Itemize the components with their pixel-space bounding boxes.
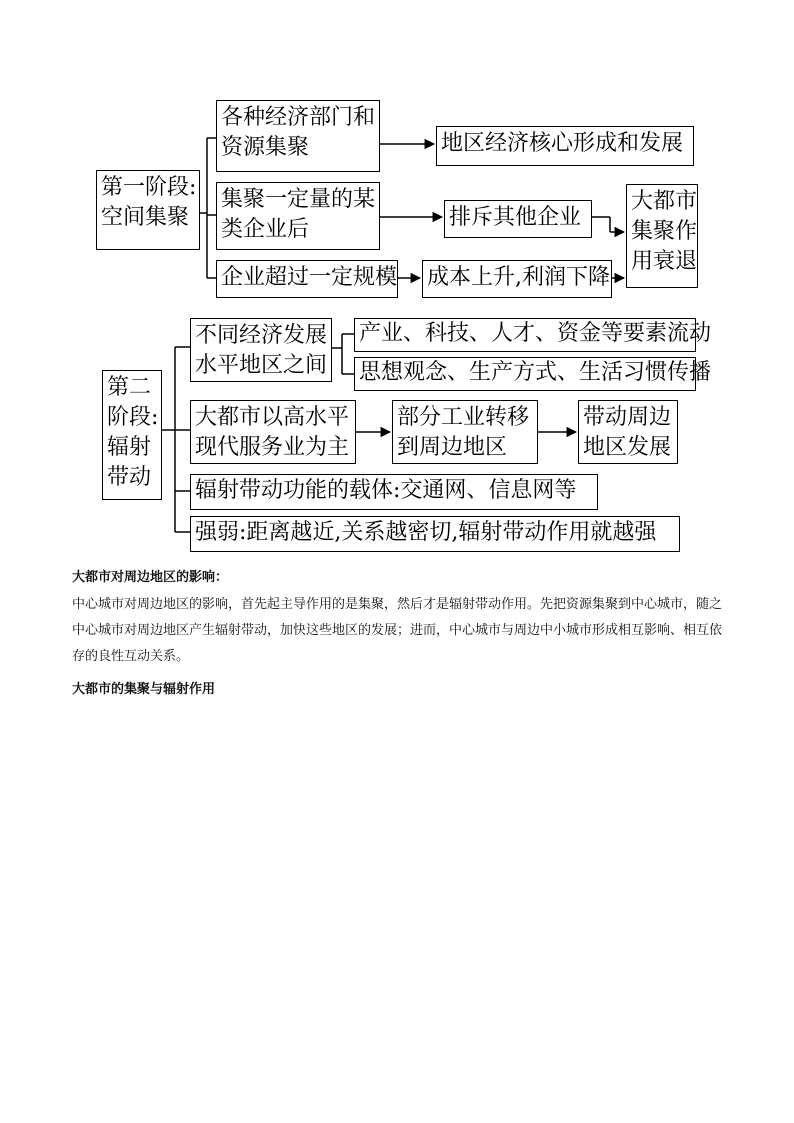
s2a-line2: 水平地区之间	[195, 353, 328, 378]
stage2-line3: 辐射	[107, 435, 152, 460]
s1b-box	[216, 182, 380, 250]
stage1-line1: 第一阶段:	[101, 175, 197, 200]
s1c-text: 企业超过一定规模	[221, 265, 398, 290]
s2d-text: 强弱:距离越近,关系越密切,辐射带动作用就越强	[195, 520, 657, 545]
s2b-mid-box	[392, 400, 538, 464]
s1c-box	[216, 260, 398, 298]
s2b-mid-line1: 部分工业转移	[397, 405, 530, 430]
s1-final-line1: 大都市	[631, 189, 698, 214]
s1a-result-text: 地区经济核心形成和发展	[441, 131, 684, 156]
s2c-text: 辐射带动功能的载体:交通网、信息网等	[195, 478, 577, 503]
s1a-line1: 各种经济部门和	[221, 105, 376, 130]
heading-influence: 大都市对周边地区的影响：	[72, 570, 229, 585]
s2b-end-line1: 带动周边	[583, 405, 672, 430]
s1-final-line3: 用衰退	[631, 249, 698, 274]
stage1-box	[96, 170, 200, 250]
stage2-line1: 第二	[107, 375, 152, 400]
s1a-result-box	[436, 126, 694, 166]
s2a-r2-box	[354, 357, 712, 391]
s1-final-box	[626, 184, 698, 288]
s1a-line2: 资源集聚	[221, 135, 310, 160]
s2a-line1: 不同经济发展	[195, 323, 328, 348]
stage1-line2: 空间集聚	[101, 205, 190, 230]
s2b-end-line2: 地区发展	[583, 435, 672, 460]
s2b-box	[190, 400, 356, 464]
s2b-line2: 现代服务业为主	[195, 435, 350, 460]
s2a-r1-text: 产业、科技、人才、资金等要素流动	[359, 321, 712, 346]
stage2-line4: 带动	[107, 465, 152, 490]
paragraph-influence: 中心城市对周边地区的影响，首先起主导作用的是集聚，然后才是辐射带动作用。先把资源集聚到中心城市，随之中心城市对周边地区产生辐射带动，加快这些地区的发展；进而，中心城市与周边中小城市形成相互影响、相互依存的良性互动关系。	[72, 597, 723, 664]
s1-final-line2: 集聚作	[631, 219, 698, 244]
s2a-r2-text: 思想观念、生产方式、生活习惯传播	[359, 360, 712, 385]
s2a-r1-box	[354, 318, 712, 352]
s1b-result-box	[444, 200, 592, 238]
s2d-box	[190, 516, 680, 552]
s1a-box	[216, 100, 380, 172]
s1b-line1: 集聚一定量的某	[221, 187, 376, 212]
s2b-line1: 大都市以高水平	[195, 405, 350, 430]
s2b-mid-line2: 到周边地区	[397, 435, 508, 460]
s2c-box	[190, 474, 598, 510]
s1c-result-text: 成本上升,利润下降	[427, 265, 610, 290]
stage2-box	[102, 370, 162, 500]
s1c-result-box	[422, 260, 612, 298]
s1b-result-text: 排斥其他企业	[449, 205, 582, 230]
stage2-line2: 阶段:	[107, 405, 159, 430]
heading-function: 大都市的集聚与辐射作用	[72, 682, 216, 697]
s2a-box	[190, 318, 332, 382]
s2b-end-box	[578, 400, 678, 464]
s1b-line2: 类企业后	[221, 217, 310, 242]
